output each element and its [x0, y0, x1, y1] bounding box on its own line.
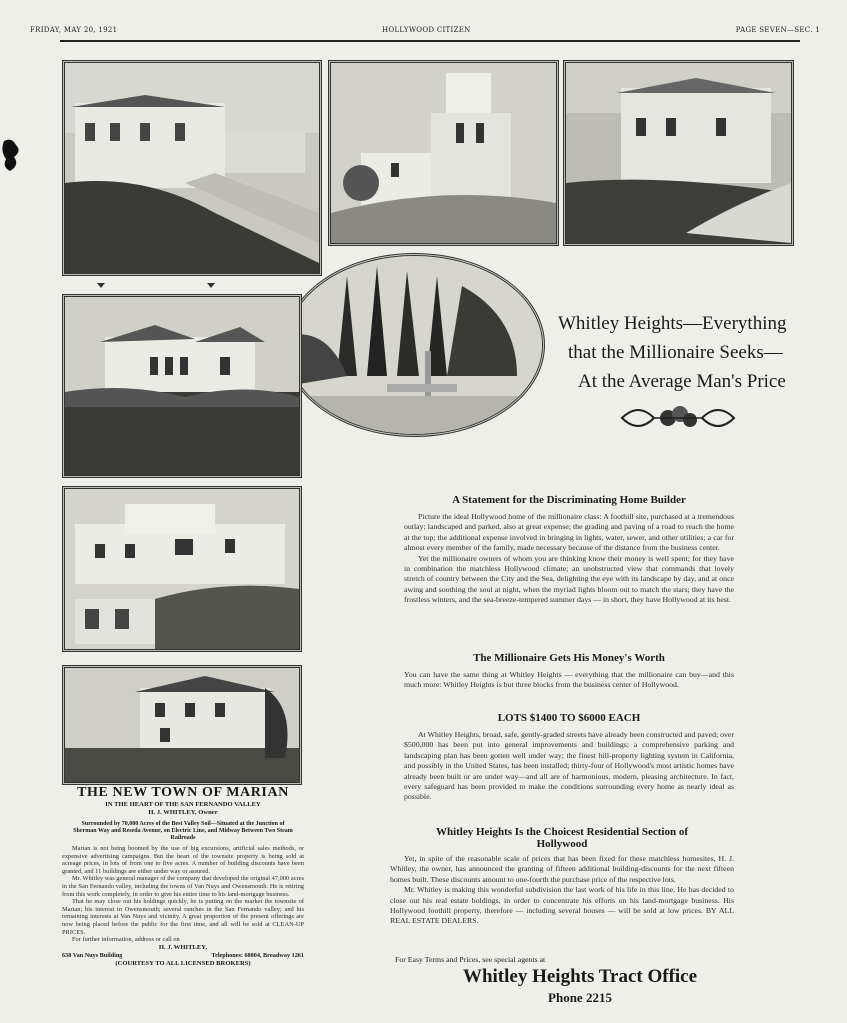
office-name: Whitley Heights Tract Office	[462, 966, 698, 987]
marian-owner: H. J. WHITLEY, Owner	[148, 809, 218, 816]
headline-line-3: At the Average Man's Price	[578, 371, 786, 392]
special-agents-note: For Easy Terms and Prices, see special agents at	[395, 955, 546, 964]
photo-garden-oval	[284, 253, 545, 437]
article-body	[404, 670, 734, 691]
article-body	[390, 854, 734, 927]
paragraph: Picture the ideal Hollywood home of the millionaire class: A foothill site, purchased at a tremendous outlay; landscaped and parked, also at great expense; the grading and paving of a road to reach the home at the top; the additional expense involved in bringing in lights, water, sewer, and other utilities; a car for almost every member of the family, made necessary because of the distance from the business center.	[404, 512, 734, 553]
divider-arrow-icon	[97, 283, 105, 288]
article-statement	[404, 494, 734, 606]
headline-line-2: that the Millionaire Seeks—	[568, 342, 783, 363]
article-body	[404, 730, 734, 803]
marian-body	[62, 845, 304, 944]
article-heading-cont: Hollywood	[536, 838, 588, 850]
ad-headline	[548, 309, 824, 396]
article-heading: Whitley Heights Is the Choicest Residential Section of	[435, 826, 689, 838]
marian-courtesy: (COURTESY TO ALL LICENSED BROKERS)	[115, 959, 251, 967]
office-phone: Phone 2215	[548, 990, 612, 1005]
marian-subtitle: IN THE HEART OF THE SAN FERNANDO VALLEY	[105, 801, 261, 808]
paragraph: You can have the same thing at Whitley Heights — everything that the millionaire can buy—and this much more: Whitley Heights is but three blocks from the business center of Hollywood.	[404, 670, 734, 690]
paragraph: Marian is not being boomed by the use of big excursions, artificial sales methods, or expensive advertising campaigns. But the heart of the townsite property is being sold at acreage prices, in lots of from one to five acres. A number of building discounts have been granted, and 11 buildings are either under way or assured.	[62, 845, 304, 875]
article-heading: LOTS $1400 TO $6000 EACH	[497, 712, 641, 724]
photo-terraced-house	[62, 486, 302, 652]
masthead-date: FRIDAY, MAY 20, 1921	[30, 26, 118, 34]
masthead-page: PAGE SEVEN—SEC. 1	[735, 26, 820, 34]
address-left: 638 Van Nuys Building	[62, 951, 123, 959]
paragraph: Yet, in spite of the reasonable scale of prices that has been fixed for these matchless homesites, H. J. Whitley, the owner, has announced the granting of fifteen additional building-discounts for the next fifteen homes built. These discounts amount to one-fourth the purchase price of the respective lots.	[390, 854, 734, 884]
paragraph: At Whitley Heights, broad, safe, gently-graded streets have already been constructed and paved; over $500,000 has been put into general improvements and buildings; a comprehensive parking and landscaping plan has been gotten well under way; the finest hill-property lighting system in California, and possibly in the United States, has been installed; thirty-four of Hollywood's most artistic homes have already been built or are under way—and all are of harmonious, modern, pleasing architecture. In fact, every safeguard has been provided to make the conditions surrounding every home as nearly ideal as possible.	[404, 730, 734, 802]
paragraph: For further information, address or call on	[72, 936, 180, 944]
headline-line-1: Whitley Heights—Everything	[558, 313, 787, 334]
paragraph: Mr. Whitley was general manager of the company that developed the original 47,000 acres in the San Fernando valley, including the towns of Van Nuys and Owensmouth. He is retiring from this work completely, in order to give his entire time to his land-mortgage business.	[62, 875, 304, 898]
marian-signature: H. J. WHITLEY,	[158, 943, 208, 951]
article-heading: The Millionaire Gets His Money's Worth	[473, 652, 665, 664]
floral-ornament-icon	[618, 398, 738, 438]
masthead	[30, 26, 820, 38]
article-heading: A Statement for the Discriminating Home Builder	[452, 494, 686, 506]
paragraph: Yet the millionaire owners of whom you are thinking know their money is well spent; for they have in combination the matchless Hollywood climate; an unobstructed view that commands that lovely stretch of country between the City and the Sea, delighting the eye with its landscape by day, and at once awing and soothing the soul at night, when the myriad lights bloom out to match the stars; they have the frostless winters, and the sea-breeze-tempered summer days — in short, they have Hollywood at its best.	[404, 553, 734, 605]
photo-hillside-villa	[62, 60, 322, 276]
tract-office	[440, 966, 720, 1006]
marian-location: Surrounded by 70,000 Acres of the Best Valley Soil—Situated at the Junction of Sherman Way and Reseda Avenue, on Electric Line, and Midway Between Two Steam Railroads	[73, 821, 293, 841]
divider-arrow-icon	[207, 283, 215, 288]
ink-blot-icon	[0, 137, 22, 173]
masthead-paper: HOLLYWOOD CITIZEN	[382, 26, 471, 34]
marian-title: THE NEW TOWN OF MARIAN	[77, 785, 289, 800]
article-choicest	[390, 826, 734, 927]
paragraph: That he may close out his holdings quickly, he is putting on the market the townsite of Marian; his interest in Owensmouth; several ranches in the San Fernando valley; and his remaining interests at Van Nuys and vicinity. A great proportion of the present offerings are now being placed before the public for the first time, and all will be sold at CLEAN-UP PRICES.	[62, 898, 304, 936]
address-right: Telephones: 60804, Broadway 1261	[211, 951, 304, 959]
marian-ad	[62, 785, 304, 968]
marian-address	[62, 952, 304, 960]
photo-balcony-house	[62, 665, 302, 785]
article-lots	[404, 712, 734, 803]
article-body	[404, 512, 734, 606]
photo-tower-house	[328, 60, 559, 246]
article-money-worth	[404, 652, 734, 691]
photo-stucco-house	[563, 60, 794, 246]
paragraph: Mr. Whitley is making this wonderful subdivision the last work of his life in this line. He has decided to close out his real estate holdings, in order to concentrate his efforts on his land-mortgage business. His Hollywood foothill property, therefore — including several houses — will be sold at low prices. BY ALL REAL ESTATE DEALERS.	[390, 885, 734, 926]
masthead-rule	[60, 40, 800, 42]
photo-arched-villa	[62, 294, 302, 478]
